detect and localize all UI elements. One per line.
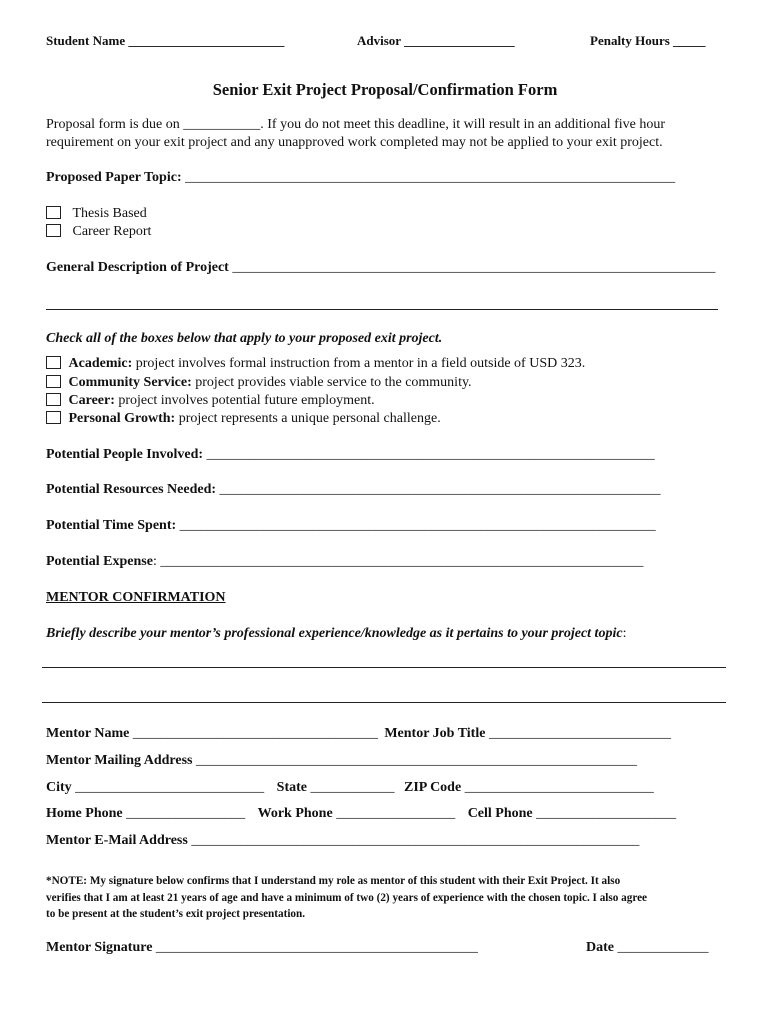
people-row	[46, 447, 655, 463]
personal-growth-checkbox[interactable]	[46, 411, 61, 424]
general-description-line-2[interactable]	[46, 309, 718, 310]
option-career-report	[46, 224, 151, 240]
city-label: City	[46, 780, 72, 795]
expense-label: Potential Expense	[46, 554, 153, 569]
mentor-city-row	[46, 780, 654, 796]
intro-paragraph	[46, 116, 736, 152]
mentor-address-label: Mentor Mailing Address	[46, 753, 193, 768]
mentor-address-row	[46, 753, 637, 769]
thesis-label: Thesis Based	[72, 206, 147, 221]
note-line-2: verifies that I am at least 21 years of age and have a minimum of two (2) years of experience with the chosen topic. I also agree	[46, 891, 648, 904]
mentor-name-label: Mentor Name	[46, 726, 130, 741]
resources-label: Potential Resources Needed:	[46, 482, 217, 497]
expense-colon: :	[152, 554, 157, 569]
state-input[interactable]: ____________	[307, 780, 395, 795]
note-line-3: to be present at the student’s exit project presentation.	[46, 908, 306, 920]
expense-input[interactable]: _____________________________________________________________________	[156, 554, 644, 569]
academic-label: Academic:	[68, 356, 133, 371]
mentor-experience-line-1[interactable]	[42, 667, 726, 668]
career-checkbox[interactable]	[46, 393, 61, 406]
career-report-checkbox[interactable]	[46, 224, 61, 237]
type-community-service	[46, 375, 472, 391]
academic-text: project involves formal instruction from a mentor in a field outside of USD 323.	[132, 356, 586, 371]
mentor-note	[46, 873, 736, 923]
academic-checkbox[interactable]	[46, 356, 61, 369]
mentor-experience-line-2[interactable]	[42, 702, 726, 703]
resources-input[interactable]: _______________________________________________________________	[219, 482, 661, 497]
signature-row	[46, 940, 478, 956]
community-service-label: Community Service:	[68, 375, 192, 390]
work-phone-label: Work Phone	[257, 806, 333, 821]
type-academic	[46, 356, 585, 372]
career-label: Career:	[68, 393, 115, 408]
mentor-name-input[interactable]: ___________________________________	[129, 726, 378, 741]
paper-topic-label: Proposed Paper Topic:	[46, 170, 182, 185]
personal-growth-text: project represents a unique personal challenge.	[175, 411, 441, 426]
zip-input[interactable]: ___________________________	[461, 780, 654, 795]
type-personal-growth	[46, 411, 441, 427]
form-title: Senior Exit Project Proposal/Confirmation Form	[212, 80, 558, 99]
mentor-address-input[interactable]: _______________________________________________________________	[192, 753, 637, 768]
paper-topic-row	[46, 170, 675, 186]
mentor-email-input[interactable]: ________________________________________________________________	[187, 833, 640, 848]
city-input[interactable]: ___________________________	[71, 780, 265, 795]
thesis-checkbox[interactable]	[46, 206, 61, 219]
student-name-field[interactable]: Student Name ________________________	[46, 33, 285, 48]
type-career	[46, 393, 375, 409]
work-phone-input[interactable]: _________________	[332, 806, 456, 821]
people-label: Potential People Involved:	[46, 447, 204, 462]
mentor-job-label: Mentor Job Title	[384, 726, 486, 741]
community-service-checkbox[interactable]	[46, 375, 61, 388]
date-row	[586, 940, 709, 956]
mentor-describe-text: Briefly describe your mentor’s professional experience/knowledge as it pertains to your project topic	[46, 626, 623, 641]
time-row	[46, 518, 656, 534]
time-label: Potential Time Spent:	[46, 518, 177, 533]
intro-line-1: Proposal form is due on ___________. If you do not meet this deadline, it will result in an additional five hour	[46, 117, 666, 132]
check-instruction: Check all of the boxes below that apply to your proposed exit project.	[46, 331, 443, 346]
time-input[interactable]: ____________________________________________________________________	[179, 518, 656, 533]
general-description-row	[46, 260, 715, 276]
mentor-name-row	[46, 726, 671, 742]
resources-row	[46, 482, 661, 498]
mentor-email-label: Mentor E-Mail Address	[46, 833, 188, 848]
intro-line-2: requirement on your exit project and any unapproved work completed may not be applied to your exit project.	[46, 135, 663, 150]
cell-phone-input[interactable]: ____________________	[532, 806, 677, 821]
signature-input[interactable]: ______________________________________________	[152, 940, 478, 955]
people-input[interactable]: ________________________________________________________________	[206, 447, 655, 462]
option-thesis	[46, 206, 147, 222]
career-report-label: Career Report	[72, 224, 152, 239]
zip-label: ZIP Code	[404, 780, 462, 795]
home-phone-input[interactable]: _________________	[122, 806, 246, 821]
date-input[interactable]: _____________	[614, 940, 709, 955]
signature-label: Mentor Signature	[46, 940, 153, 955]
date-label: Date	[586, 940, 614, 955]
general-description-input[interactable]: _____________________________________________________________________	[232, 260, 716, 275]
penalty-hours-field[interactable]: Penalty Hours _____	[590, 33, 706, 48]
mentor-describe-colon: :	[622, 626, 627, 641]
state-label: State	[276, 780, 307, 795]
mentor-email-row	[46, 833, 639, 849]
cell-phone-label: Cell Phone	[467, 806, 533, 821]
expense-row	[46, 554, 643, 570]
home-phone-label: Home Phone	[46, 806, 123, 821]
mentor-job-input[interactable]: __________________________	[485, 726, 671, 741]
advisor-field[interactable]: Advisor _________________	[357, 33, 515, 48]
mentor-describe-row	[46, 626, 626, 642]
paper-topic-input[interactable]: ______________________________________________________________________	[185, 170, 676, 185]
general-description-label: General Description of Project	[46, 260, 229, 275]
personal-growth-label: Personal Growth:	[68, 411, 176, 426]
career-text: project involves potential future employment.	[114, 393, 375, 408]
note-line-1: *NOTE: My signature below confirms that I understand my role as mentor of this student with their Exit Project. It also	[46, 875, 621, 887]
community-service-text: project provides viable service to the community.	[191, 375, 472, 390]
mentor-heading: MENTOR CONFIRMATION	[46, 590, 226, 605]
mentor-phone-row	[46, 806, 676, 822]
